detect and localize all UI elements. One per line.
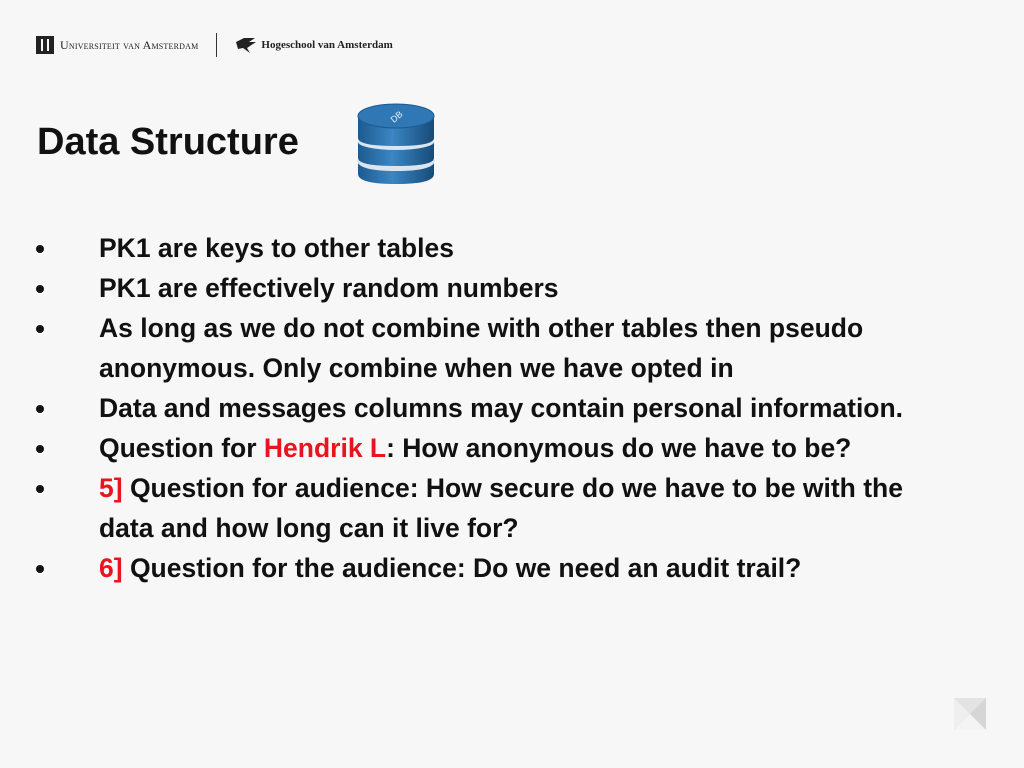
database-icon-label: DB: [388, 108, 405, 125]
hva-logo: [235, 36, 392, 54]
slide-corner-icon: [954, 698, 986, 730]
bullet-item: [36, 428, 956, 468]
bullet-suffix: Question for audience: How secure do we have to be with the data and how long can it live for?: [99, 473, 903, 543]
bullet-highlight-name: Hendrik L: [263, 433, 387, 463]
bullet-item: [36, 388, 956, 428]
bullet-dot: [36, 485, 44, 493]
bullet-list: [36, 228, 956, 588]
logo-divider: [216, 33, 217, 57]
bullet-item: [36, 308, 956, 388]
bullet-dot: [36, 445, 44, 453]
bullet-dot: [36, 285, 44, 293]
bullet-item: [36, 228, 956, 268]
bullet-item: [36, 468, 956, 548]
uva-name: Universiteit van Amsterdam: [60, 37, 199, 52]
hva-name: Hogeschool van Amsterdam: [261, 39, 393, 51]
hva-logo-icon: [235, 36, 257, 54]
bullet-suffix: Question for the audience: Do we need an audit trail?: [122, 553, 802, 583]
bullet-suffix: : How anonymous do we have to be?: [386, 433, 852, 463]
uva-logo: [36, 36, 198, 54]
bullet-text: PK1 are effectively random numbers: [99, 273, 559, 303]
bullet-text: PK1 are keys to other tables: [99, 233, 454, 263]
slide-title: Data Structure: [37, 121, 299, 163]
header-logos: [36, 32, 393, 58]
bullet-item: [36, 268, 956, 308]
bullet-number: 5]: [99, 473, 123, 503]
bullet-dot: [36, 565, 44, 573]
database-icon: [356, 100, 436, 188]
bullet-number: 6]: [99, 553, 123, 583]
bullet-item: [36, 548, 956, 588]
bullet-dot: [36, 245, 44, 253]
bullet-dot: [36, 405, 44, 413]
bullet-prefix: Question for: [99, 433, 264, 463]
bullet-text: As long as we do not combine with other tables then pseudo anonymous. Only combine when we have opted in: [99, 313, 864, 383]
bullet-dot: [36, 325, 44, 333]
bullet-text: Data and messages columns may contain personal information.: [99, 393, 904, 423]
uva-logo-icon: [36, 36, 54, 54]
